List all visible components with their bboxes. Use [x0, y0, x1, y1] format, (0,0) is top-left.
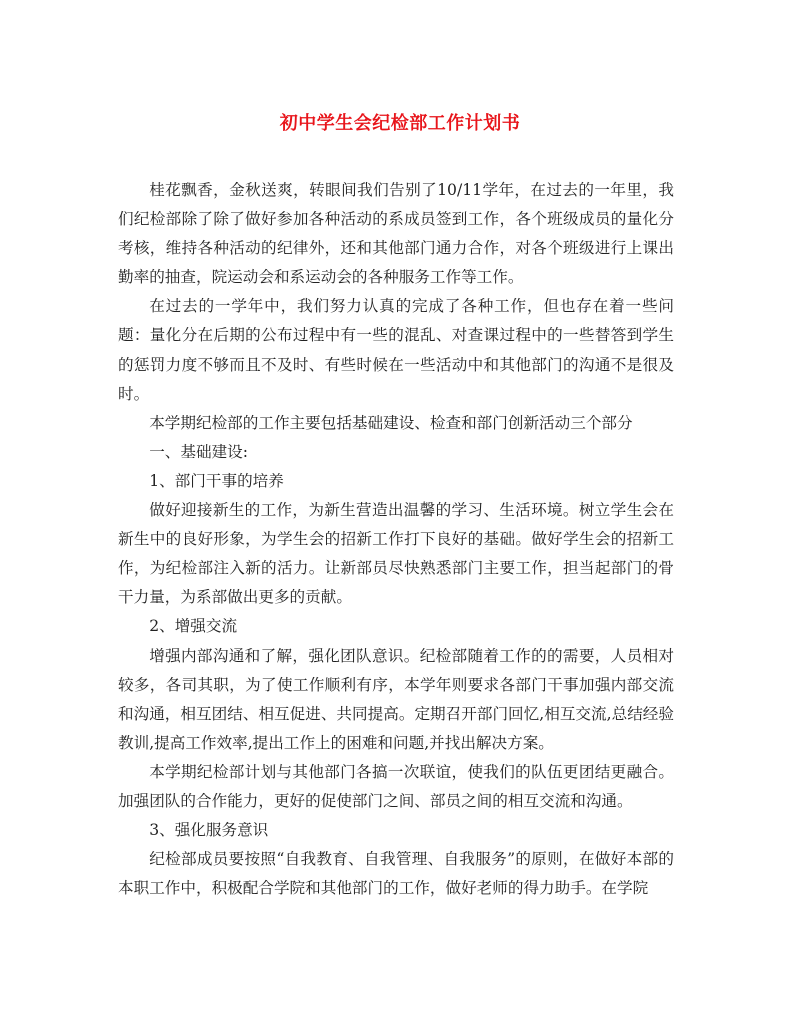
paragraph-communication: 增强内部沟通和了解，强化团队意识。纪检部随着工作的的需要，人员相对较多，各司其职，为了使工作顺利有序，本学年则要求各部门干事加强内部交流和沟通，相互团结、相互促进、共同提高。定期召开部门回忆,相互交流,总结经验教训,提高工作效率,提出工作上的困难和问题,并找出解决方案。	[118, 646, 674, 752]
document-body	[118, 176, 674, 903]
subheading-communication: 2、增强交流	[149, 617, 238, 636]
document-title: 初中学生会纪检部工作计划书	[279, 113, 521, 134]
paragraph-overview: 本学期纪检部的工作主要包括基础建设、检查和部门创新活动三个部分	[149, 413, 633, 432]
paragraph-problems: 在过去的一学年中，我们努力认真的完成了各种工作，但也存在着一些问题：量化分在后期的公布过程中有一些的混乱、对查课过程中的一些替答到学生的惩罚力度不够而且不及时、有些时候在一些活动中和其他部门的沟通不是很及时。	[118, 297, 674, 403]
paragraph-training: 做好迎接新生的工作，为新生营造出温馨的学习、生活环境。树立学生会在新生中的良好形象，为学生会的招新工作打下良好的基础。做好学生会的招新工作，为纪检部注入新的活力。让新部员尽快熟悉部门主要工作，担当起部门的骨干力量，为系部做出更多的贡献。	[118, 501, 674, 607]
paragraph-intro: 桂花飘香，金秋送爽，转眼间我们告别了10/11学年，在过去的一年里，我们纪检部除了除了做好参加各种活动的系成员签到工作，各个班级成员的量化分考核，维持各种活动的纪律外，还和其他部门通力合作，对各个班级进行上课出勤率的抽查，院运动会和系运动会的各种服务工作等工作。	[118, 181, 674, 287]
subheading-training: 1、部门干事的培养	[149, 471, 284, 490]
paragraph-service: 纪检部成员要按照“自我教育、自我管理、自我服务”的原则，在做好本部的本职工作中，积极配合学院和其他部门的工作，做好老师的得力助手。在学院	[118, 850, 674, 898]
section-heading-basic: 一、基础建设:	[149, 442, 249, 461]
paragraph-joint-activity: 本学期纪检部计划与其他部门各搞一次联谊，使我们的队伍更团结更融合。加强团队的合作能力，更好的促使部门之间、部员之间的相互交流和沟通。	[118, 762, 674, 810]
subheading-service: 3、强化服务意识	[149, 821, 269, 840]
